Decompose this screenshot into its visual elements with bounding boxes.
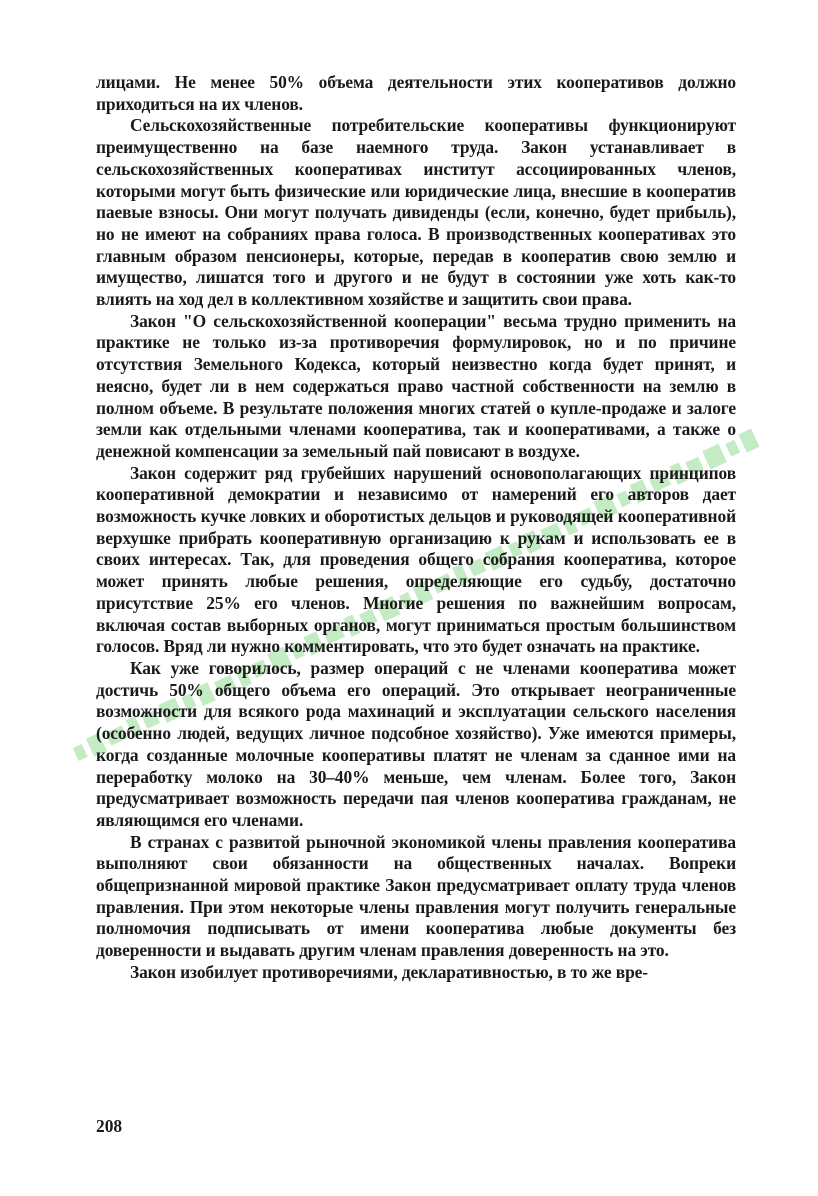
paragraph-7: Закон изобилует противоречиями, декларативностью, в то же вре- [130, 961, 648, 982]
paragraph-6: В странах с развитой рыночной экономикой члены правления кооператива выполняют свои обязанности на общественных началах. Вопреки общепризнанной мировой практике Закон предусматривает оплату труда членов правления. При этом некоторые члены правления могут получить генеральные полномочия подписывать от имени кооператива любые документы без доверенности и выдавать другим членам правления доверенность на это. [96, 831, 736, 961]
paragraph-5: Как уже говорилось, размер операций с не членами кооператива может достичь 50% общего объема его операций. Это открывает неограниченные возможности для всякого рода махинаций и эксплуатации сельского населения (особенно людей, ведущих личное подсобное хозяйство). Уже имеются примеры, когда созданные молочные кооперативы платят не членам за сданное ими на переработку молоко на 30–40% меньше, чем членам. Более того, Закон предусматривает возможность передачи пая членов кооператива гражданам, не являющимся его членами. [96, 657, 736, 830]
paragraph-3: Закон "О сельскохозяйственной кооперации" весьма трудно применить на практике не только из-за противоречия формулировок, но и по причине отсутствия Земельного Кодекса, который неизвестно когда будет принят, и неясно, будет ли в нем содержаться право частной собственности на землю в полном объеме. В результате положения многих статей о купле-продаже и залоге земли как отдельными членами кооператива, так и кооперативами, а также о денежной компенсации за земельный пай повисают в воздухе. [96, 310, 736, 461]
book-page [96, 72, 736, 1152]
page-number: 208 [96, 1116, 123, 1136]
paragraph-4: Закон содержит ряд грубейших нарушений основополагающих принципов кооперативной демократии и независимо от намерений его авторов дает возможность кучке ловких и оборотистых дельцов и руководящей кооперативной верхушке прибрать кооперативную организацию к рукам и использовать ее в своих интересах. Так, для проведения общего собрания кооператива, которое может принять любые решения, определяющие его судьбу, достаточно присутствие 25% его членов. Многие решения по важнейшим вопросам, включая состав выборных органов, могут приниматься простым большинством голосов. Вряд ли нужно комментировать, что это будет означать на практике. [96, 462, 736, 657]
watermark-block [73, 744, 88, 761]
body-text [96, 72, 736, 984]
paragraph-1: лицами. Не менее 50% объема деятельности этих кооперативов должно приходиться на их членов. [96, 72, 736, 114]
paragraph-2: Сельскохозяйственные потребительские кооперативы функционируют преимущественно на базе наемного труда. Закон устанавливает в сельскохозяйственных кооперативах институт ассоциированных членов, которыми могут быть физические или юридические лица, внесшие в кооператив паевые взносы. Они могут получать дивиденды (если, конечно, будет прибыль), но не имеют на собраниях права голоса. В производственных кооперативах это главным образом пенсионеры, которые, передав в кооператив свою землю и имущество, лишатся того и другого и не будут в состоянии уже хоть как-то влиять на ход дел в коллективном хозяйстве и защитить свои права. [96, 115, 736, 310]
watermark-block [738, 429, 759, 453]
